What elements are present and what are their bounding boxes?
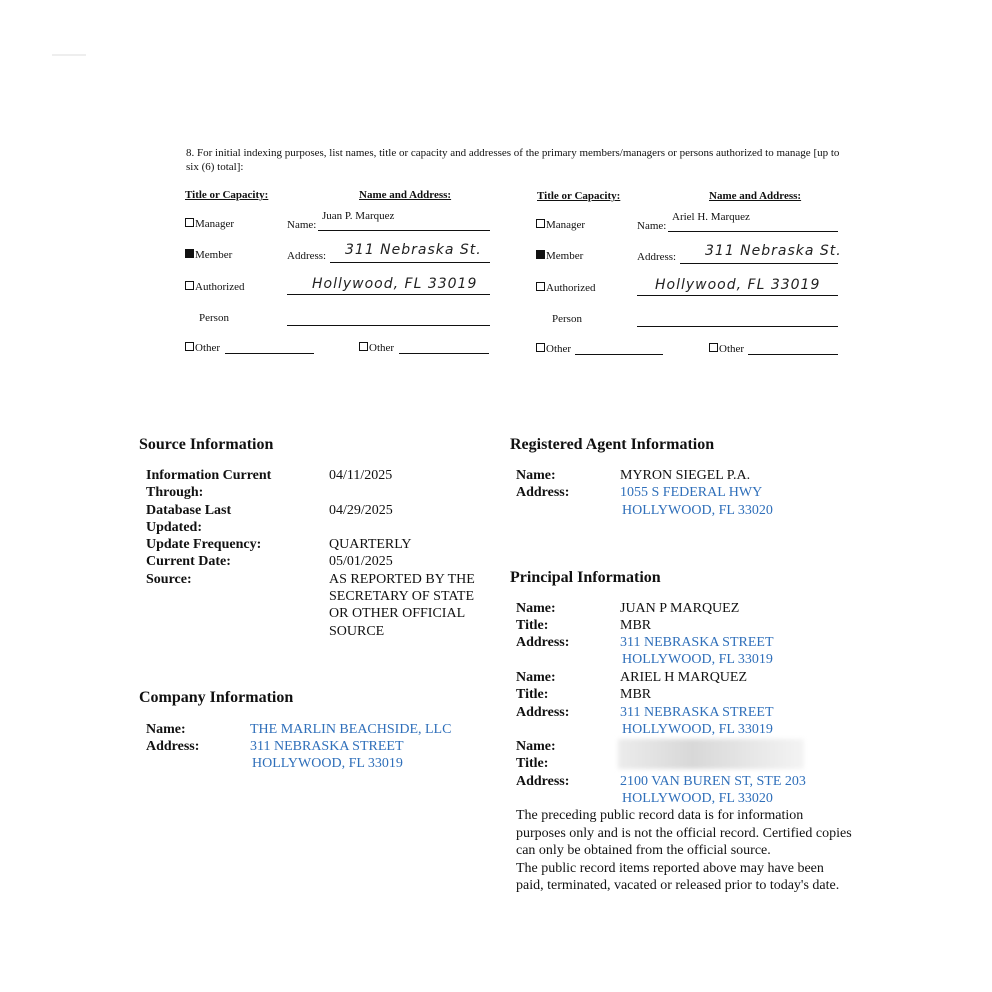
checkbox-icon [536,282,545,291]
manager-label: Manager [546,219,586,231]
checkbox-icon [359,342,368,351]
principal-address-link-1[interactable]: 311 NEBRASKA STREET [620,705,774,720]
principal-address-link-2[interactable]: HOLLYWOOD, FL 33019 [622,722,773,737]
form-instructions: 8. For initial indexing purposes, list names, title or capacity and addresses of the primary members/managers or persons authorized to manage [up to six (6) total]: [186,147,840,173]
other-label: Other [546,343,572,355]
principal-title-label: Title: [516,618,549,633]
principal-name-label: Name: [516,739,556,754]
right-person-name: Ariel H. Marquez [672,211,750,223]
other-label: Other [719,343,745,355]
name-line [318,230,490,231]
authorized-label: Authorized [546,282,596,294]
principal-title-value: MBR [620,687,652,702]
manager-checkbox[interactable] [536,219,585,231]
checkbox-icon [185,281,194,290]
left-address-line2: Hollywood, FL 33019 [312,276,478,292]
disclaimer-line: The public record items reported above may have been [516,860,824,876]
member-label: Member [546,250,584,262]
disclaimer-line: purposes only and is not the official record. Certified copies [516,825,852,841]
person-label: Person [199,312,229,324]
authorized-label: Authorized [195,281,245,293]
name-address-header: Name and Address: [709,190,802,202]
person-label: Person [552,313,582,325]
source-label: Source: [146,572,192,587]
address-label: Address: [637,251,677,263]
principal-heading: Principal Information [510,569,661,586]
agent-name-label: Name: [516,468,556,483]
company-name-link[interactable]: THE MARLIN BEACHSIDE, LLC [250,722,452,737]
name-line [668,231,838,232]
blank-line [287,325,490,326]
member-checkbox[interactable] [536,250,583,262]
company-name-label: Name: [146,722,186,737]
left-address-line1: 311 Nebraska St. [345,242,482,258]
disclaimer [516,807,896,895]
right-address-line2: Hollywood, FL 33019 [655,277,821,293]
principal-address-link-2[interactable]: HOLLYWOOD, FL 33020 [622,791,773,806]
principal-address-link-2[interactable]: HOLLYWOOD, FL 33019 [622,652,773,667]
other-line [399,353,489,354]
company-address-link-1[interactable]: 311 NEBRASKA STREET [250,739,404,754]
principal-title-label: Title: [516,756,549,771]
authorized-checkbox[interactable] [185,281,244,293]
principal-name-label: Name: [516,670,556,685]
other-checkbox[interactable] [185,342,220,354]
title-capacity-header: Title or Capacity: [537,190,621,202]
principal-name-value: JUAN P MARQUEZ [620,601,740,616]
address-label: Address: [287,250,327,262]
principal-name-label: Name: [516,601,556,616]
other-line [748,354,838,355]
checkbox-icon [536,343,545,352]
address-line [680,263,838,264]
company-heading: Company Information [139,689,294,706]
source-value-2: SECRETARY OF STATE [329,589,475,604]
disclaimer-line: can only be obtained from the official source. [516,843,771,858]
checkbox-checked-icon [185,249,194,258]
agent-name-value: MYRON SIEGEL P.A. [620,468,751,483]
address-line [637,295,838,296]
disclaimer-line: paid, terminated, vacated or released prior to today's date. [516,878,840,893]
current-date-label: Current Date: [146,554,231,569]
other-label: Other [369,342,395,354]
info-current-label-2: Through: [146,485,204,500]
blank-line [637,326,838,327]
checkbox-icon [709,343,718,352]
db-updated-label-2: Updated: [146,520,203,535]
other-line [225,353,314,354]
member-label: Member [195,249,233,261]
name-label: Name: [287,219,317,231]
source-value-4: SOURCE [329,624,385,639]
other-checkbox-2[interactable] [709,343,744,355]
principal-address-label: Address: [516,705,570,720]
right-address-line1: 311 Nebraska St. [705,243,842,259]
principal-address-link-1[interactable]: 2100 VAN BUREN ST, STE 203 [620,774,806,789]
scan-artifact [52,54,86,56]
checkbox-icon [185,342,194,351]
company-address-link-2[interactable]: HOLLYWOOD, FL 33019 [252,756,403,771]
info-current-value: 04/11/2025 [329,468,393,483]
db-updated-value: 04/29/2025 [329,503,393,518]
info-current-label: Information Current [146,468,272,483]
source-heading: Source Information [139,436,274,453]
manager-label: Manager [195,218,235,230]
agent-address-label: Address: [516,485,570,500]
redacted-block [618,739,804,769]
principal-address-label: Address: [516,635,570,650]
name-address-header: Name and Address: [359,189,452,201]
agent-heading: Registered Agent Information [510,436,715,453]
principal-address-label: Address: [516,774,570,789]
other-checkbox-2[interactable] [359,342,394,354]
current-date-value: 05/01/2025 [329,554,393,569]
other-line [575,354,663,355]
principal-title-label: Title: [516,687,549,702]
principal-title-value: MBR [620,618,652,633]
principal-address-link-1[interactable]: 311 NEBRASKA STREET [620,635,774,650]
source-value-3: OR OTHER OFFICIAL [329,606,466,621]
other-checkbox[interactable] [536,343,571,355]
checkbox-checked-icon [536,250,545,259]
other-label: Other [195,342,221,354]
disclaimer-line: The preceding public record data is for information [516,808,804,823]
left-person-name: Juan P. Marquez [322,210,395,222]
company-address-label: Address: [146,739,200,754]
agent-address-link-2[interactable]: HOLLYWOOD, FL 33020 [622,503,773,518]
source-value-1: AS REPORTED BY THE [329,572,475,587]
db-updated-label: Database Last [146,503,232,518]
principal-name-value: ARIEL H MARQUEZ [620,670,748,685]
name-label: Name: [637,220,667,232]
checkbox-icon [536,219,545,228]
checkbox-icon [185,218,194,227]
title-capacity-header: Title or Capacity: [185,189,269,201]
manager-checkbox[interactable] [185,218,234,230]
authorized-checkbox[interactable] [536,282,595,294]
address-line [330,262,490,263]
address-line [287,294,490,295]
member-checkbox[interactable] [185,249,232,261]
update-frequency-label: Update Frequency: [146,537,262,552]
agent-address-link-1[interactable]: 1055 S FEDERAL HWY [620,485,763,500]
update-frequency-value: QUARTERLY [329,537,412,552]
